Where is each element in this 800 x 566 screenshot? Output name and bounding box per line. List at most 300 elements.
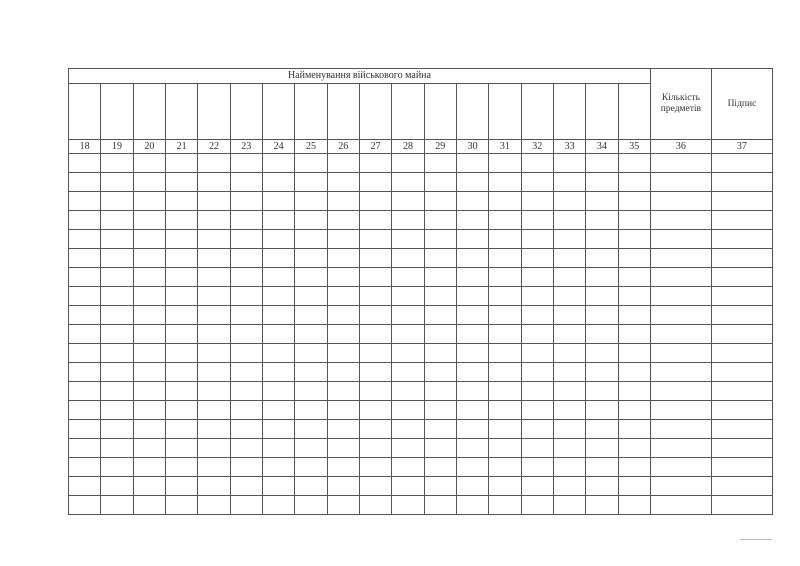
entry-cell[interactable] xyxy=(101,268,133,287)
entry-cell[interactable] xyxy=(650,496,711,515)
entry-cell[interactable] xyxy=(327,401,359,420)
entry-cell[interactable] xyxy=(133,458,165,477)
entry-cell[interactable] xyxy=(327,363,359,382)
entry-cell[interactable] xyxy=(262,496,294,515)
entry-cell[interactable] xyxy=(711,154,772,173)
entry-cell[interactable] xyxy=(101,325,133,344)
entry-cell[interactable] xyxy=(262,477,294,496)
entry-cell[interactable] xyxy=(553,439,585,458)
entry-cell[interactable] xyxy=(586,154,618,173)
entry-cell[interactable] xyxy=(165,325,197,344)
entry-cell[interactable] xyxy=(489,192,521,211)
entry-cell[interactable] xyxy=(133,173,165,192)
entry-cell[interactable] xyxy=(489,401,521,420)
entry-cell[interactable] xyxy=(489,344,521,363)
entry-cell[interactable] xyxy=(618,344,650,363)
entry-cell[interactable] xyxy=(133,230,165,249)
entry-cell[interactable] xyxy=(456,287,488,306)
entry-cell[interactable] xyxy=(650,306,711,325)
entry-cell[interactable] xyxy=(230,211,262,230)
entry-cell[interactable] xyxy=(521,249,553,268)
entry-cell[interactable] xyxy=(392,363,424,382)
entry-cell[interactable] xyxy=(295,344,327,363)
entry-cell[interactable] xyxy=(198,382,230,401)
entry-cell[interactable] xyxy=(392,192,424,211)
entry-cell[interactable] xyxy=(230,306,262,325)
entry-cell[interactable] xyxy=(521,382,553,401)
entry-cell[interactable] xyxy=(295,477,327,496)
entry-cell[interactable] xyxy=(262,382,294,401)
entry-cell[interactable] xyxy=(295,458,327,477)
entry-cell[interactable] xyxy=(711,477,772,496)
entry-cell[interactable] xyxy=(711,192,772,211)
entry-cell[interactable] xyxy=(586,363,618,382)
entry-cell[interactable] xyxy=(101,363,133,382)
entry-cell[interactable] xyxy=(133,496,165,515)
entry-cell[interactable] xyxy=(165,458,197,477)
entry-cell[interactable] xyxy=(133,211,165,230)
entry-cell[interactable] xyxy=(165,268,197,287)
entry-cell[interactable] xyxy=(489,268,521,287)
entry-cell[interactable] xyxy=(424,477,456,496)
entry-cell[interactable] xyxy=(230,496,262,515)
entry-cell[interactable] xyxy=(553,192,585,211)
entry-cell[interactable] xyxy=(101,287,133,306)
entry-cell[interactable] xyxy=(521,230,553,249)
entry-cell[interactable] xyxy=(618,287,650,306)
entry-cell[interactable] xyxy=(295,173,327,192)
entry-cell[interactable] xyxy=(553,477,585,496)
entry-cell[interactable] xyxy=(327,496,359,515)
entry-cell[interactable] xyxy=(359,496,391,515)
entry-cell[interactable] xyxy=(711,268,772,287)
entry-cell[interactable] xyxy=(295,192,327,211)
entry-cell[interactable] xyxy=(650,477,711,496)
entry-cell[interactable] xyxy=(456,230,488,249)
entry-cell[interactable] xyxy=(198,363,230,382)
entry-cell[interactable] xyxy=(586,401,618,420)
entry-cell[interactable] xyxy=(359,249,391,268)
entry-cell[interactable] xyxy=(456,325,488,344)
entry-cell[interactable] xyxy=(711,211,772,230)
entry-cell[interactable] xyxy=(230,192,262,211)
entry-cell[interactable] xyxy=(262,173,294,192)
entry-cell[interactable] xyxy=(262,363,294,382)
entry-cell[interactable] xyxy=(586,306,618,325)
entry-cell[interactable] xyxy=(618,458,650,477)
entry-cell[interactable] xyxy=(101,458,133,477)
entry-cell[interactable] xyxy=(424,230,456,249)
entry-cell[interactable] xyxy=(133,287,165,306)
entry-cell[interactable] xyxy=(650,230,711,249)
entry-cell[interactable] xyxy=(586,458,618,477)
entry-cell[interactable] xyxy=(424,287,456,306)
entry-cell[interactable] xyxy=(586,230,618,249)
entry-cell[interactable] xyxy=(711,249,772,268)
entry-cell[interactable] xyxy=(69,439,101,458)
entry-cell[interactable] xyxy=(230,363,262,382)
entry-cell[interactable] xyxy=(327,325,359,344)
entry-cell[interactable] xyxy=(198,211,230,230)
entry-cell[interactable] xyxy=(456,211,488,230)
entry-cell[interactable] xyxy=(650,325,711,344)
entry-cell[interactable] xyxy=(489,287,521,306)
entry-cell[interactable] xyxy=(521,496,553,515)
entry-cell[interactable] xyxy=(262,211,294,230)
entry-cell[interactable] xyxy=(230,458,262,477)
entry-cell[interactable] xyxy=(521,439,553,458)
entry-cell[interactable] xyxy=(198,344,230,363)
entry-cell[interactable] xyxy=(165,306,197,325)
entry-cell[interactable] xyxy=(392,325,424,344)
entry-cell[interactable] xyxy=(424,382,456,401)
entry-cell[interactable] xyxy=(69,173,101,192)
entry-cell[interactable] xyxy=(392,344,424,363)
entry-cell[interactable] xyxy=(392,496,424,515)
entry-cell[interactable] xyxy=(69,325,101,344)
entry-cell[interactable] xyxy=(489,439,521,458)
entry-cell[interactable] xyxy=(262,154,294,173)
entry-cell[interactable] xyxy=(359,363,391,382)
entry-cell[interactable] xyxy=(230,230,262,249)
entry-cell[interactable] xyxy=(711,439,772,458)
entry-cell[interactable] xyxy=(618,401,650,420)
entry-cell[interactable] xyxy=(521,458,553,477)
entry-cell[interactable] xyxy=(489,477,521,496)
entry-cell[interactable] xyxy=(650,154,711,173)
entry-cell[interactable] xyxy=(230,173,262,192)
entry-cell[interactable] xyxy=(359,154,391,173)
entry-cell[interactable] xyxy=(489,496,521,515)
entry-cell[interactable] xyxy=(456,192,488,211)
entry-cell[interactable] xyxy=(69,249,101,268)
entry-cell[interactable] xyxy=(586,496,618,515)
entry-cell[interactable] xyxy=(489,363,521,382)
entry-cell[interactable] xyxy=(295,496,327,515)
entry-cell[interactable] xyxy=(456,401,488,420)
entry-cell[interactable] xyxy=(359,211,391,230)
entry-cell[interactable] xyxy=(586,192,618,211)
entry-cell[interactable] xyxy=(69,287,101,306)
entry-cell[interactable] xyxy=(230,420,262,439)
entry-cell[interactable] xyxy=(586,382,618,401)
entry-cell[interactable] xyxy=(553,268,585,287)
entry-cell[interactable] xyxy=(295,249,327,268)
entry-cell[interactable] xyxy=(327,477,359,496)
entry-cell[interactable] xyxy=(586,420,618,439)
entry-cell[interactable] xyxy=(521,211,553,230)
entry-cell[interactable] xyxy=(711,325,772,344)
entry-cell[interactable] xyxy=(711,306,772,325)
entry-cell[interactable] xyxy=(165,192,197,211)
entry-cell[interactable] xyxy=(133,154,165,173)
entry-cell[interactable] xyxy=(69,363,101,382)
entry-cell[interactable] xyxy=(650,192,711,211)
entry-cell[interactable] xyxy=(521,363,553,382)
entry-cell[interactable] xyxy=(489,325,521,344)
entry-cell[interactable] xyxy=(165,173,197,192)
entry-cell[interactable] xyxy=(327,249,359,268)
entry-cell[interactable] xyxy=(165,287,197,306)
entry-cell[interactable] xyxy=(424,173,456,192)
entry-cell[interactable] xyxy=(456,458,488,477)
entry-cell[interactable] xyxy=(489,173,521,192)
entry-cell[interactable] xyxy=(295,287,327,306)
entry-cell[interactable] xyxy=(101,420,133,439)
entry-cell[interactable] xyxy=(553,325,585,344)
entry-cell[interactable] xyxy=(327,268,359,287)
entry-cell[interactable] xyxy=(230,344,262,363)
entry-cell[interactable] xyxy=(586,268,618,287)
entry-cell[interactable] xyxy=(359,458,391,477)
entry-cell[interactable] xyxy=(101,477,133,496)
entry-cell[interactable] xyxy=(69,344,101,363)
entry-cell[interactable] xyxy=(230,154,262,173)
entry-cell[interactable] xyxy=(553,230,585,249)
entry-cell[interactable] xyxy=(650,173,711,192)
entry-cell[interactable] xyxy=(456,439,488,458)
entry-cell[interactable] xyxy=(618,154,650,173)
entry-cell[interactable] xyxy=(69,154,101,173)
entry-cell[interactable] xyxy=(101,439,133,458)
entry-cell[interactable] xyxy=(711,230,772,249)
entry-cell[interactable] xyxy=(586,477,618,496)
entry-cell[interactable] xyxy=(165,401,197,420)
entry-cell[interactable] xyxy=(489,211,521,230)
entry-cell[interactable] xyxy=(521,268,553,287)
entry-cell[interactable] xyxy=(69,230,101,249)
entry-cell[interactable] xyxy=(456,496,488,515)
entry-cell[interactable] xyxy=(392,287,424,306)
entry-cell[interactable] xyxy=(198,154,230,173)
entry-cell[interactable] xyxy=(424,192,456,211)
entry-cell[interactable] xyxy=(69,192,101,211)
entry-cell[interactable] xyxy=(650,420,711,439)
entry-cell[interactable] xyxy=(101,496,133,515)
entry-cell[interactable] xyxy=(230,287,262,306)
entry-cell[interactable] xyxy=(618,173,650,192)
entry-cell[interactable] xyxy=(69,458,101,477)
entry-cell[interactable] xyxy=(618,420,650,439)
entry-cell[interactable] xyxy=(521,154,553,173)
entry-cell[interactable] xyxy=(456,344,488,363)
entry-cell[interactable] xyxy=(456,268,488,287)
entry-cell[interactable] xyxy=(262,230,294,249)
entry-cell[interactable] xyxy=(424,344,456,363)
entry-cell[interactable] xyxy=(327,382,359,401)
entry-cell[interactable] xyxy=(711,458,772,477)
entry-cell[interactable] xyxy=(586,325,618,344)
entry-cell[interactable] xyxy=(295,306,327,325)
entry-cell[interactable] xyxy=(618,230,650,249)
entry-cell[interactable] xyxy=(133,306,165,325)
entry-cell[interactable] xyxy=(133,325,165,344)
entry-cell[interactable] xyxy=(553,154,585,173)
entry-cell[interactable] xyxy=(198,439,230,458)
entry-cell[interactable] xyxy=(69,496,101,515)
entry-cell[interactable] xyxy=(392,401,424,420)
entry-cell[interactable] xyxy=(198,287,230,306)
entry-cell[interactable] xyxy=(456,249,488,268)
entry-cell[interactable] xyxy=(521,401,553,420)
entry-cell[interactable] xyxy=(553,458,585,477)
entry-cell[interactable] xyxy=(262,401,294,420)
entry-cell[interactable] xyxy=(392,173,424,192)
entry-cell[interactable] xyxy=(165,420,197,439)
entry-cell[interactable] xyxy=(295,211,327,230)
entry-cell[interactable] xyxy=(650,268,711,287)
entry-cell[interactable] xyxy=(586,439,618,458)
entry-cell[interactable] xyxy=(327,154,359,173)
entry-cell[interactable] xyxy=(553,287,585,306)
entry-cell[interactable] xyxy=(359,173,391,192)
entry-cell[interactable] xyxy=(133,268,165,287)
entry-cell[interactable] xyxy=(327,458,359,477)
entry-cell[interactable] xyxy=(101,230,133,249)
entry-cell[interactable] xyxy=(230,382,262,401)
entry-cell[interactable] xyxy=(327,306,359,325)
entry-cell[interactable] xyxy=(553,249,585,268)
entry-cell[interactable] xyxy=(489,306,521,325)
entry-cell[interactable] xyxy=(392,154,424,173)
entry-cell[interactable] xyxy=(359,192,391,211)
entry-cell[interactable] xyxy=(650,401,711,420)
entry-cell[interactable] xyxy=(711,401,772,420)
entry-cell[interactable] xyxy=(133,401,165,420)
entry-cell[interactable] xyxy=(165,363,197,382)
entry-cell[interactable] xyxy=(553,306,585,325)
entry-cell[interactable] xyxy=(359,477,391,496)
entry-cell[interactable] xyxy=(553,496,585,515)
entry-cell[interactable] xyxy=(711,363,772,382)
entry-cell[interactable] xyxy=(295,230,327,249)
entry-cell[interactable] xyxy=(359,268,391,287)
entry-cell[interactable] xyxy=(650,382,711,401)
entry-cell[interactable] xyxy=(489,154,521,173)
entry-cell[interactable] xyxy=(101,249,133,268)
entry-cell[interactable] xyxy=(711,382,772,401)
entry-cell[interactable] xyxy=(618,192,650,211)
entry-cell[interactable] xyxy=(295,325,327,344)
entry-cell[interactable] xyxy=(198,230,230,249)
entry-cell[interactable] xyxy=(101,173,133,192)
entry-cell[interactable] xyxy=(521,344,553,363)
entry-cell[interactable] xyxy=(230,325,262,344)
entry-cell[interactable] xyxy=(424,325,456,344)
entry-cell[interactable] xyxy=(650,287,711,306)
entry-cell[interactable] xyxy=(165,496,197,515)
entry-cell[interactable] xyxy=(198,249,230,268)
entry-cell[interactable] xyxy=(586,287,618,306)
entry-cell[interactable] xyxy=(521,477,553,496)
entry-cell[interactable] xyxy=(618,306,650,325)
entry-cell[interactable] xyxy=(392,249,424,268)
entry-cell[interactable] xyxy=(424,268,456,287)
entry-cell[interactable] xyxy=(198,268,230,287)
entry-cell[interactable] xyxy=(262,249,294,268)
entry-cell[interactable] xyxy=(198,477,230,496)
entry-cell[interactable] xyxy=(711,344,772,363)
entry-cell[interactable] xyxy=(198,458,230,477)
entry-cell[interactable] xyxy=(198,496,230,515)
entry-cell[interactable] xyxy=(165,249,197,268)
entry-cell[interactable] xyxy=(69,268,101,287)
entry-cell[interactable] xyxy=(553,401,585,420)
entry-cell[interactable] xyxy=(553,363,585,382)
entry-cell[interactable] xyxy=(165,211,197,230)
entry-cell[interactable] xyxy=(618,477,650,496)
entry-cell[interactable] xyxy=(521,192,553,211)
entry-cell[interactable] xyxy=(586,249,618,268)
entry-cell[interactable] xyxy=(424,496,456,515)
entry-cell[interactable] xyxy=(424,306,456,325)
entry-cell[interactable] xyxy=(359,344,391,363)
entry-cell[interactable] xyxy=(165,439,197,458)
entry-cell[interactable] xyxy=(586,173,618,192)
entry-cell[interactable] xyxy=(295,420,327,439)
entry-cell[interactable] xyxy=(101,154,133,173)
entry-cell[interactable] xyxy=(392,439,424,458)
entry-cell[interactable] xyxy=(133,439,165,458)
entry-cell[interactable] xyxy=(262,268,294,287)
entry-cell[interactable] xyxy=(359,401,391,420)
entry-cell[interactable] xyxy=(133,382,165,401)
entry-cell[interactable] xyxy=(553,211,585,230)
entry-cell[interactable] xyxy=(456,173,488,192)
entry-cell[interactable] xyxy=(711,496,772,515)
entry-cell[interactable] xyxy=(262,287,294,306)
entry-cell[interactable] xyxy=(521,287,553,306)
entry-cell[interactable] xyxy=(69,401,101,420)
entry-cell[interactable] xyxy=(133,192,165,211)
entry-cell[interactable] xyxy=(359,306,391,325)
entry-cell[interactable] xyxy=(424,439,456,458)
entry-cell[interactable] xyxy=(262,420,294,439)
entry-cell[interactable] xyxy=(456,306,488,325)
entry-cell[interactable] xyxy=(198,173,230,192)
entry-cell[interactable] xyxy=(553,344,585,363)
entry-cell[interactable] xyxy=(553,420,585,439)
entry-cell[interactable] xyxy=(133,249,165,268)
entry-cell[interactable] xyxy=(489,382,521,401)
entry-cell[interactable] xyxy=(618,439,650,458)
entry-cell[interactable] xyxy=(711,173,772,192)
entry-cell[interactable] xyxy=(489,420,521,439)
entry-cell[interactable] xyxy=(618,325,650,344)
entry-cell[interactable] xyxy=(198,306,230,325)
entry-cell[interactable] xyxy=(327,230,359,249)
entry-cell[interactable] xyxy=(392,230,424,249)
entry-cell[interactable] xyxy=(101,192,133,211)
entry-cell[interactable] xyxy=(198,401,230,420)
entry-cell[interactable] xyxy=(553,173,585,192)
entry-cell[interactable] xyxy=(69,420,101,439)
entry-cell[interactable] xyxy=(230,439,262,458)
entry-cell[interactable] xyxy=(521,173,553,192)
entry-cell[interactable] xyxy=(456,363,488,382)
entry-cell[interactable] xyxy=(101,344,133,363)
entry-cell[interactable] xyxy=(262,458,294,477)
entry-cell[interactable] xyxy=(711,287,772,306)
entry-cell[interactable] xyxy=(327,439,359,458)
entry-cell[interactable] xyxy=(586,211,618,230)
entry-cell[interactable] xyxy=(133,363,165,382)
entry-cell[interactable] xyxy=(521,420,553,439)
entry-cell[interactable] xyxy=(424,154,456,173)
entry-cell[interactable] xyxy=(133,477,165,496)
entry-cell[interactable] xyxy=(392,382,424,401)
entry-cell[interactable] xyxy=(489,230,521,249)
